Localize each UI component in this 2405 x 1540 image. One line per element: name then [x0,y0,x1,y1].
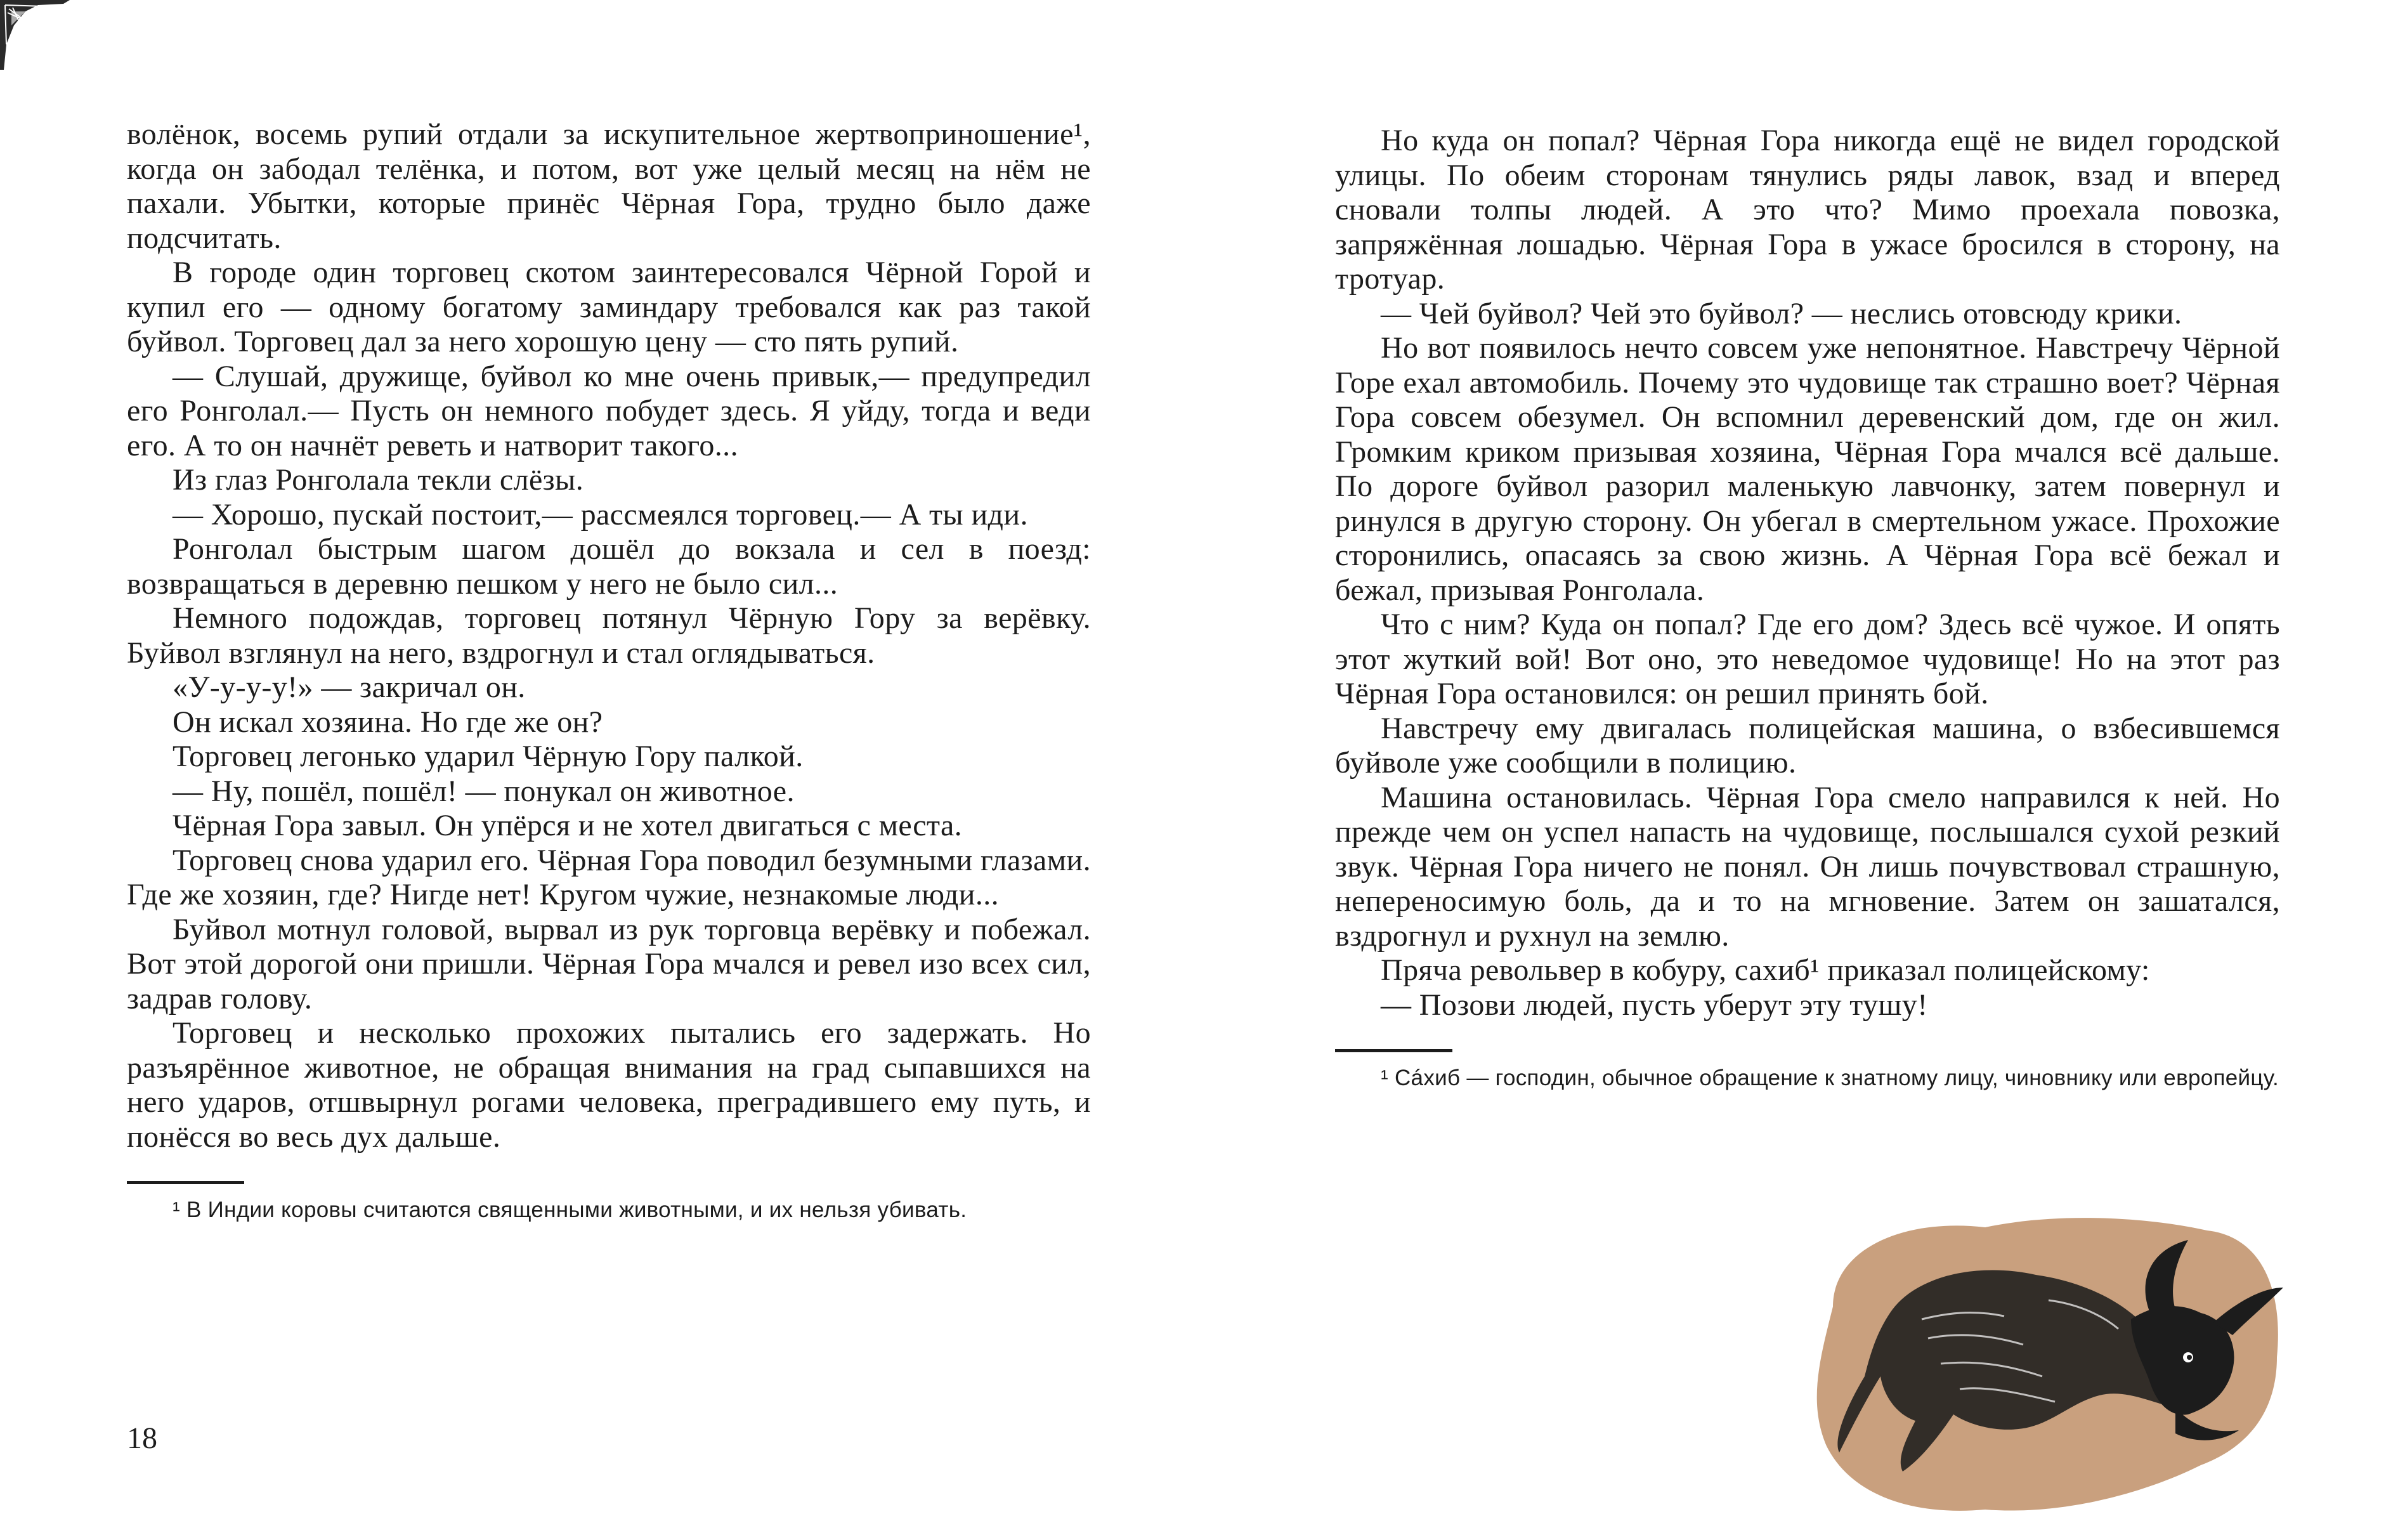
right-paragraph-8: — Позови людей, пусть уберут эту тушу! [1381,988,1928,1022]
left-paragraph-14: Буйвол мотнул головой, вырвал из рук торговца верёвку и побежал. Вот этой дорогой они пришли. Чёрная Гора мчался и ревел изо всех сил, задрав голову. [127,912,1091,1015]
right-footnote-divider [1335,1049,1452,1052]
left-paragraph-6: Ронголал быстрым шагом дошёл до вокзала и сел в поезд: возвращаться в деревню пешком у него не было сил... [127,532,1091,601]
right-paragraph-5: Навстречу ему двигалась полицейская машина, о взбесившемся буйволе уже сообщили в полицию. [1335,711,2280,780]
right-page-body [1335,124,2280,1022]
left-paragraph-10: Торговец легонько ударил Чёрную Гору палкой. [173,740,804,773]
left-paragraph-2: В городе один торговец скотом заинтересовался Чёрной Горой и купил его — одному богатому заминдару требовался как раз такой буйвол. Торговец дал за него хорошую цену — сто пять рупий. [127,256,1091,358]
right-paragraph-6: Машина остановилась. Чёрная Гора смело направился к ней. Но прежде чем он успел напасть на чудовище, послышался сухой резкий звук. Чёрная Гора ничего не понял. Он лишь почувствовал страшную, непереносимую боль, да и то на мгновение. Затем он зашатался, вздрогнул и рухнул на землю. [1335,780,2280,953]
right-page [1335,124,2280,1093]
left-paragraph-7: Немного подождав, торговец потянул Чёрную Гору за верёвку. Буйвол взглянул на него, вздрогнул и стал оглядываться. [127,601,1091,670]
left-paragraph-9: Он искал хозяина. Но где же он? [173,705,603,739]
left-page-body [127,117,1091,1154]
left-paragraph-3: — Слушай, дружище, буйвол ко мне очень привык,— предупредил его Ронголал.— Пусть он немного побудет здесь. Я уйду, тогда и веди его. А то он начнёт реветь и натворит такого... [127,359,1091,462]
left-paragraph-5: — Хорошо, пускай постоит,— рассмеялся торговец.— А ты иди. [173,497,1028,532]
left-paragraph-8: «У-у-у-у!» — закричал он. [173,670,526,704]
left-footnote: ¹ В Индии коровы считаются священными животными, и их нельзя убивать. [173,1197,967,1222]
left-paragraph-1: волёнок, восемь рупий отдали за искупительное жертвоприношение¹, когда он забодал телёнка, и потом, вот уже целый месяц на нём не пахали. Убытки, которые принёс Чёрная Гора, трудно было даже подсчитать. [127,117,1091,255]
right-paragraph-1: Но куда он попал? Чёрная Гора никогда ещё не видел городской улицы. По обеим сторонам тянулись ряды лавок, взад и вперед сновали толпы людей. А это что? Мимо проехала повозка, запряжённая лошадью. Чёрная Гора в ужасе бросился в сторону, на тротуар. [1335,124,2280,296]
buffalo-illustration-icon [1795,1192,2290,1522]
left-paragraph-12: Чёрная Гора завыл. Он упёрся и не хотел двигаться с места. [173,809,963,842]
left-paragraph-13: Торговец снова ударил его. Чёрная Гора поводил безумными глазами. Где же хозяин, где? Нигде нет! Кругом чужие, незнакомые люди... [127,843,1091,911]
corner-ornament-icon [0,0,70,70]
left-paragraph-15: Торговец и несколько прохожих пытались его задержать. Но разъярённое животное, не обращая внимания на град сыпавшихся на него ударов, отшвырнул рогами человека, преградившего ему путь, и понёсся во весь дух дальше. [127,1016,1091,1154]
left-footnote-divider [127,1181,244,1184]
right-paragraph-7: Пряча револьвер в кобуру, сахиб¹ приказал полицейскому: [1381,953,2150,987]
left-paragraph-11: — Ну, пошёл, пошёл! — понукал он животное. [173,774,795,808]
left-paragraph-4: Из глаз Ронголала текли слёзы. [173,463,584,497]
left-page [127,117,1091,1225]
right-paragraph-4: Что с ним? Куда он попал? Где его дом? Здесь всё чужое. И опять этот жуткий вой! Вот оно, это неведомое чудовище! Но на этот раз Чёрная Гора остановился: он решил принять бой. [1335,608,2280,710]
right-footnote: ¹ Сáхиб — господин, обычное обращение к знатному лицу, чиновнику или европейцу. [1381,1066,2279,1090]
right-paragraph-3: Но вот появилось нечто совсем уже непонятное. Навстречу Чёрной Горе ехал автомобиль. Почему это чудовище так страшно воет? Чёрная Гора совсем обезумел. Он вспомнил деревенский дом, где он жил. Громким криком призывая хозяина, Чёрная Гора мчался всё дальше. По дороге буйвол разорил маленькую лавчонку, затем повернул и ринулся в другую сторону. Он убегал в смертельном ужасе. Прохожие сторонились, опасаясь за свою жизнь. А Чёрная Гора всё бежал и бежал, призывая Ронголала. [1335,331,2280,607]
page-number: 18 [127,1421,157,1455]
right-paragraph-2: — Чей буйвол? Чей это буйвол? — неслись отовсюду крики. [1381,296,2182,330]
